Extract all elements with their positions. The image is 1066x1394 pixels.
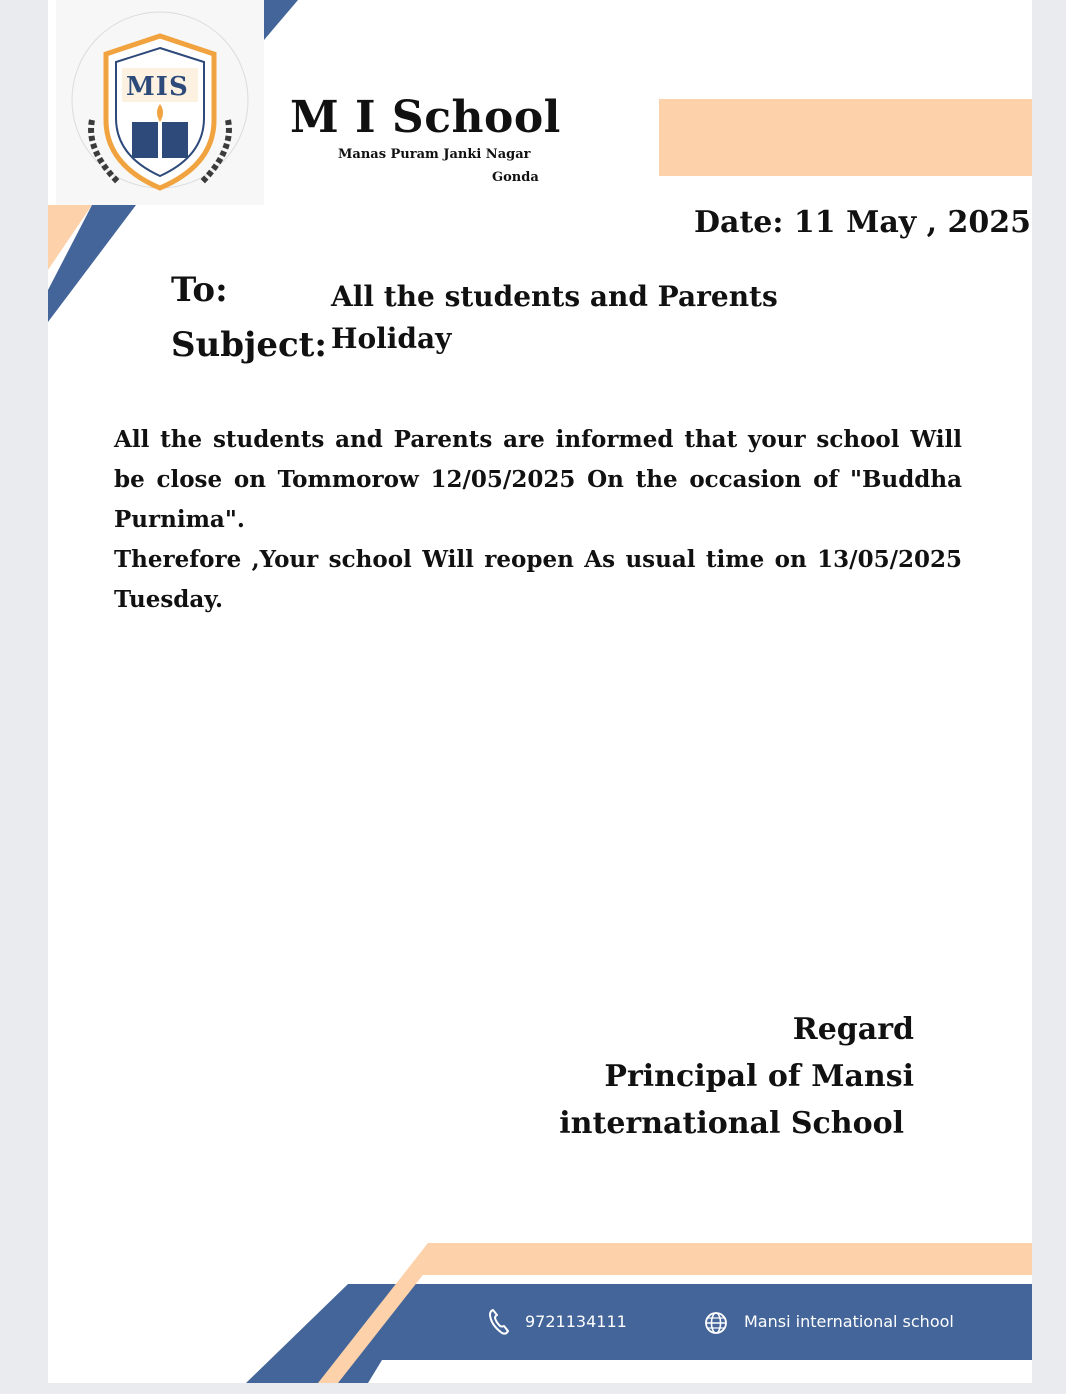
- address-line-2: Gonda: [492, 170, 539, 185]
- globe-icon: [704, 1311, 728, 1335]
- subject-value: Holiday: [331, 322, 452, 355]
- to-recipient: All the students and Parents: [331, 280, 778, 313]
- closing: Regard: [792, 1012, 914, 1047]
- subject-label: Subject:: [171, 325, 327, 365]
- bottom-peach-bar: [404, 1243, 1032, 1275]
- body-paragraph-1: All the students and Parents are informed that your school Will be close on Tommorow 12/05/2025 On the occasion of "Buddha Purnima".: [114, 426, 962, 533]
- top-navy-triangle: [264, 0, 298, 40]
- to-label: To:: [171, 270, 228, 310]
- logo-initials: MIS: [126, 72, 189, 102]
- signatory-line-1: Principal of Mansi: [604, 1059, 914, 1094]
- top-right-peach-bar: [659, 99, 1032, 176]
- footer-website: Mansi international school: [744, 1312, 954, 1331]
- letter-body: [114, 420, 962, 620]
- signatory-line-2: international School: [559, 1106, 904, 1141]
- school-logo: [56, 0, 264, 205]
- letterhead-page: [48, 0, 1032, 1383]
- body-paragraph-2: Therefore ,Your school Will reopen As usual time on 13/05/2025 Tuesday.: [114, 546, 962, 613]
- address-line-1: Manas Puram Janki Nagar: [338, 147, 531, 162]
- school-name: M I School: [290, 92, 561, 143]
- logo-emblem: [56, 0, 264, 205]
- signature-block: [559, 1006, 914, 1147]
- footer-phone-number: 9721134111: [525, 1312, 627, 1331]
- phone-icon: [488, 1309, 510, 1335]
- letter-date: Date: 11 May , 2025: [694, 205, 1032, 240]
